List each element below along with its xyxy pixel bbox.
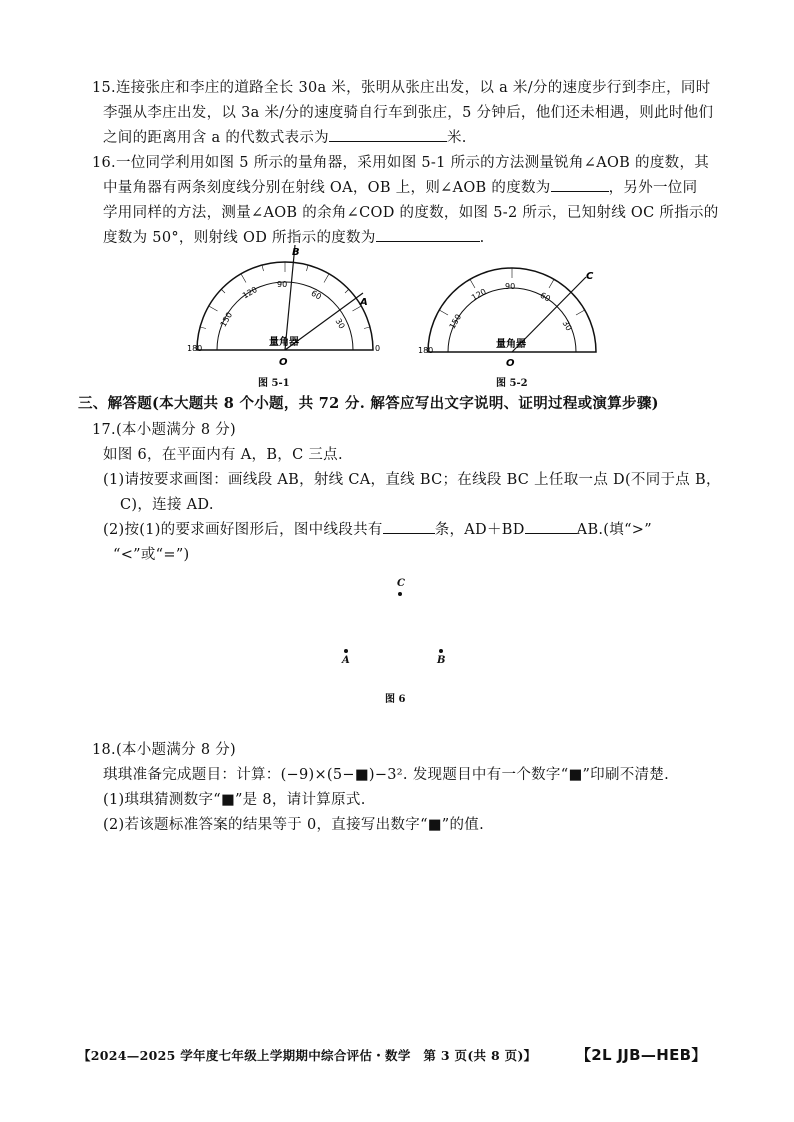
figure-5-1-caption: 图 5-1 <box>258 378 290 389</box>
q17-part2-c: AB.(填“>” <box>576 522 652 538</box>
footer-code: 【2L JJB—HEB】 <box>576 1046 707 1064</box>
point-a-label: A <box>360 297 368 308</box>
point-c-label: C <box>586 271 594 282</box>
q15-line3-post: 米. <box>446 130 467 146</box>
q16-line2-pre: 中量角器有两条刻度线分别在射线 OA，OB 上，则∠AOB 的度数为 <box>103 180 551 196</box>
q16-line4-post: . <box>479 230 485 246</box>
tick-label-150: 150 <box>447 312 464 331</box>
q18-heading: 18.(本小题满分 8 分) <box>92 742 237 758</box>
protractor-label: 量角器 <box>269 337 299 348</box>
point-c-label: C <box>397 578 405 589</box>
figure-5-2-protractor <box>420 265 610 370</box>
q17-intro: 如图 6，在平面内有 A，B，C 三点. <box>103 447 343 463</box>
q18-part1: (1)琪琪猜测数字“■”是 8，请计算原式. <box>103 792 366 808</box>
point-b-label: B <box>437 655 446 666</box>
q17-part2-b: 条，AD＋BD <box>434 522 525 538</box>
q17-part1-line1: (1)请按要求画图：画线段 AB，射线 CA，直线 BC；在线段 BC 上任取一点 D(不同于点 B， <box>103 472 721 488</box>
tick-label-90: 90 <box>277 280 288 289</box>
q16-answer-blank-1[interactable] <box>551 177 609 192</box>
q17-part2-line2: “<”或“=”) <box>113 547 190 563</box>
point-b <box>439 649 443 653</box>
tick-label-120: 120 <box>241 285 259 301</box>
figure-5-2-caption: 图 5-2 <box>496 378 528 389</box>
q15-line3 <box>103 126 467 147</box>
tick-label-180: 180 <box>418 346 434 355</box>
q15-answer-blank[interactable] <box>329 127 447 142</box>
point-o-label: O <box>506 358 515 369</box>
point-a-label: A <box>342 655 350 666</box>
q17-part1-line2: C)，连接 AD. <box>120 497 214 513</box>
point-c <box>398 592 402 596</box>
q17-part2-a: (2)按(1)的要求画好图形后，图中线段共有 <box>103 522 383 538</box>
q17-heading: 17.(本小题满分 8 分) <box>92 422 237 438</box>
tick-label-30: 30 <box>560 319 574 333</box>
q15-line3-pre: 之间的距离用含 a 的代数式表示为 <box>103 130 329 146</box>
tick-label-150: 150 <box>218 310 235 329</box>
point-o-label: O <box>279 357 288 368</box>
q16-line1: 16.一位同学利用如图 5 所示的量角器，采用如图 5-1 所示的方法测量锐角∠AOB 的度数，其 <box>92 155 710 171</box>
q17-part2-line1 <box>103 518 652 539</box>
q16-line3: 学用同样的方法，测量∠AOB 的余角∠COD 的度数，如图 5-2 所示，已知射线 OC 所指示的 <box>103 205 719 221</box>
footer-page-info: 【2024—2025 学年度七年级上学期期中综合评估・数学 第 3 页(共 8 页)】 <box>78 1048 537 1063</box>
ray-ob <box>285 245 295 350</box>
point-b-label: B <box>292 247 300 258</box>
protractor-label: 量角器 <box>496 339 526 350</box>
q16-answer-blank-2[interactable] <box>376 227 480 242</box>
q16-line4-pre: 度数为 50°，则射线 OD 所指示的度数为 <box>103 230 376 246</box>
tick-label-0: 0 <box>375 344 381 353</box>
tick-label-90: 90 <box>505 282 516 291</box>
tick-label-120: 120 <box>470 287 488 303</box>
q17-answer-blank-1[interactable] <box>383 519 435 534</box>
tick-label-60: 60 <box>309 288 323 302</box>
tick-label-30: 30 <box>333 317 347 331</box>
figure-5-1-protractor <box>185 245 385 370</box>
q16-line4 <box>103 226 485 247</box>
figure-6-caption: 图 6 <box>385 694 406 705</box>
section-3-heading: 三、解答题(本大题共 8 个小题，共 72 分. 解答应写出文字说明、证明过程或演算步骤) <box>78 395 659 412</box>
tick-label-60: 60 <box>538 290 552 304</box>
q18-line1: 琪琪准备完成题目：计算：(−9)×(5−■)−3². 发现题目中有一个数字“■”印刷不清楚. <box>103 767 670 783</box>
q16-line2 <box>103 176 697 197</box>
tick-label-180: 180 <box>187 344 203 353</box>
q16-line2-post: ，另外一位同 <box>608 180 698 196</box>
point-a <box>344 649 348 653</box>
q15-line2: 李强从李庄出发，以 3a 米/分的速度骑自行车到张庄，5 分钟后，他们还未相遇，则此时他们 <box>103 105 714 121</box>
q18-part2: (2)若该题标准答案的结果等于 0，直接写出数字“■”的值. <box>103 817 485 833</box>
q17-answer-blank-2[interactable] <box>525 519 577 534</box>
q15-line1: 15.连接张庄和李庄的道路全长 30a 米，张明从张庄出发，以 a 米/分的速度步行到李庄，同时 <box>92 80 711 96</box>
